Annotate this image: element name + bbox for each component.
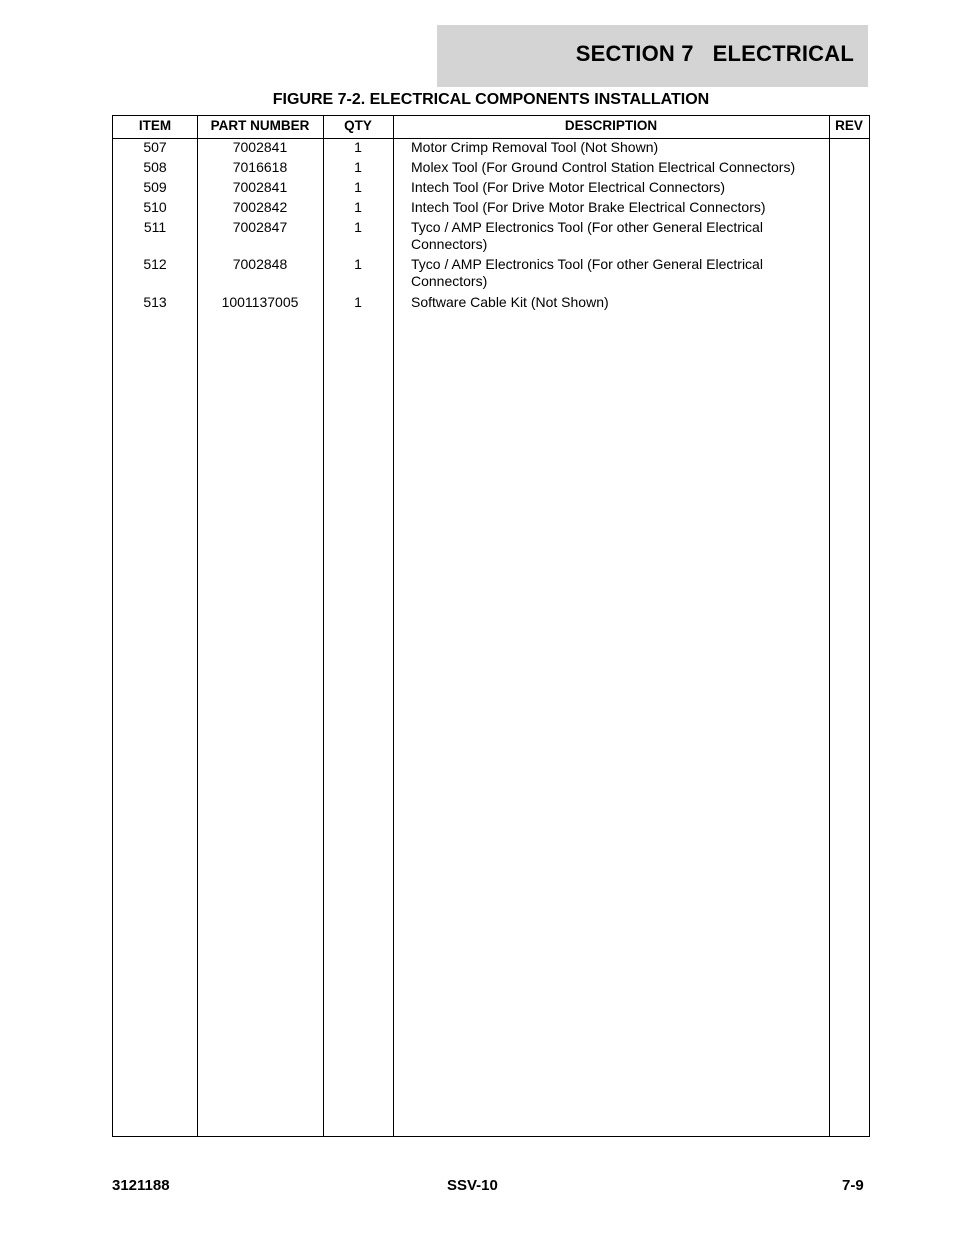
footer-page-number: 7-9 (842, 1177, 864, 1194)
table-header (113, 116, 869, 139)
header-qty: QTY (344, 118, 372, 133)
description-cell: Tyco / AMP Electronics Tool (For other General Electrical Connectors) (411, 256, 763, 289)
item-cell: 508 (143, 159, 167, 175)
item-cell: 512 (143, 256, 167, 272)
section-title: SECTION 7 ELECTRICAL (575, 41, 854, 66)
header-part-number: PART NUMBER (210, 118, 310, 133)
header-description: DESCRIPTION (564, 118, 658, 133)
qty-cell: 1 (354, 139, 362, 155)
part-number-cell: 7002847 (232, 219, 288, 235)
parts-table (112, 115, 870, 1137)
part-number-cell: 7002842 (232, 199, 288, 215)
description-cell: Molex Tool (For Ground Control Station Electrical Connectors) (411, 159, 796, 175)
part-number-cell: 7016618 (232, 159, 288, 175)
item-cell: 513 (143, 294, 167, 310)
qty-cell: 1 (354, 294, 362, 310)
footer-doc-number: 3121188 (112, 1177, 170, 1194)
item-cell: 509 (143, 179, 167, 195)
header-rev: REV (835, 118, 863, 133)
header-item: ITEM (138, 118, 172, 133)
section-header (437, 25, 868, 87)
part-number-cell: 7002841 (232, 139, 288, 155)
description-cell: Intech Tool (For Drive Motor Electrical Connectors) (411, 179, 726, 195)
description-cell: Tyco / AMP Electronics Tool (For other General Electrical Connectors) (411, 219, 763, 252)
part-number-cell: 7002848 (232, 256, 288, 272)
item-cell: 507 (143, 139, 167, 155)
description-cell: Motor Crimp Removal Tool (Not Shown) (411, 139, 659, 155)
column-divider (829, 116, 830, 1136)
part-number-cell: 7002841 (232, 179, 288, 195)
figure-title: FIGURE 7-2. ELECTRICAL COMPONENTS INSTALLATION (272, 91, 710, 108)
qty-cell: 1 (354, 159, 362, 175)
part-number-cell: 1001137005 (221, 294, 299, 310)
column-divider (393, 116, 394, 1136)
item-cell: 511 (143, 219, 167, 235)
footer-model: SSV-10 (447, 1177, 498, 1194)
qty-cell: 1 (354, 179, 362, 195)
description-cell: Intech Tool (For Drive Motor Brake Electrical Connectors) (411, 199, 766, 215)
qty-cell: 1 (354, 256, 362, 272)
qty-cell: 1 (354, 219, 362, 235)
description-cell: Software Cable Kit (Not Shown) (411, 294, 609, 310)
item-cell: 510 (143, 199, 167, 215)
qty-cell: 1 (354, 199, 362, 215)
